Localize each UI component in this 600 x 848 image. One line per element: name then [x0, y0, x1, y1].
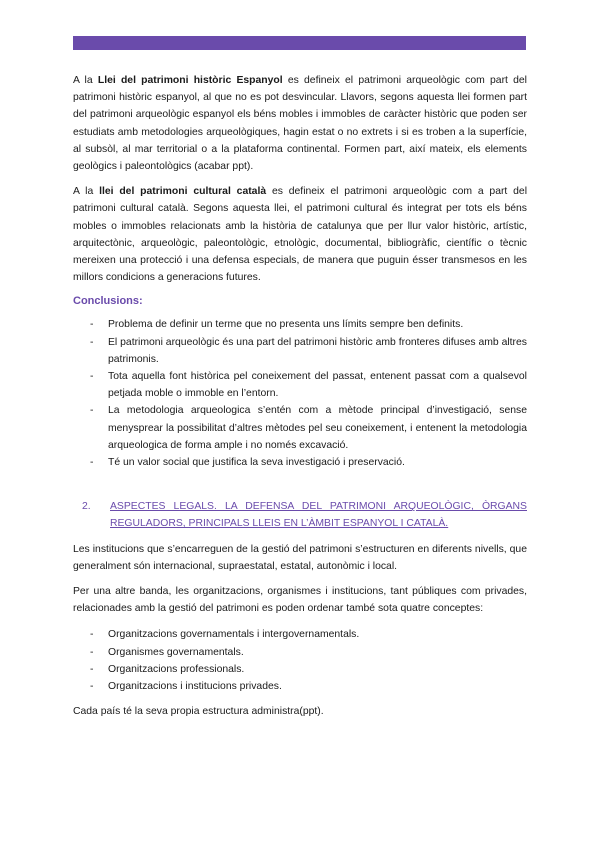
list-item-text: Organitzacions i institucions privades. — [108, 681, 282, 693]
para2-prefix: A la — [73, 186, 100, 198]
paragraph-institucions: Les institucions que s’encarreguen de la gestió del patrimoni s’estructuren en diferents nivells, que generalment són internacional, supraestatal, estatal, autonòmic i local. — [73, 543, 527, 572]
section-number: 2. — [82, 501, 91, 513]
para2-rest: es defineix el patrimoni arqueològic com a part del patrimoni cultural català. Segons aquesta llei, el patrimoni cultural és integrat per tots els béns mobles o immobles relacionats amb la història de catalunya que per llur valor històric, artístic, arquitectònic, arqueològic, paleontològic, etnològic, documental, bibliogràfic, científic o tècnic mereixen una protecció i una defensa especials, de manera que puguin ésser transmesos en les millors condicions a generacions futures. — [73, 186, 528, 284]
para1-bold-law: Llei del patrimoni històric Espanyol — [97, 75, 283, 86]
para1-prefix: A la — [73, 75, 98, 86]
list-item — [73, 626, 527, 643]
list-item-text: Organitzacions governamentals i intergovernamentals. — [108, 629, 360, 641]
list-item-text: Organitzacions professionals. — [108, 663, 245, 675]
dash-bullet: - — [90, 457, 94, 469]
paragraph-organitzacions: Per una altre banda, les organitzacions, organismes i institucions, tant públiques com privades, relacionades amb la gestió del patrimoni es poden ordenar també sota quatre conceptes: — [73, 586, 527, 615]
header-bar — [73, 36, 526, 50]
paragraph-llei-espanyol — [73, 72, 527, 175]
dash-bullet: - — [90, 405, 94, 417]
list-item — [73, 454, 527, 471]
conclusions-list — [73, 316, 527, 471]
list-item-text: Té un valor social que justifica la seva investigació i preservació. — [108, 457, 405, 469]
dash-bullet: - — [90, 646, 94, 658]
list-item-text: Tota aquella font històrica pel coneixement del passat, entenent passat com a qualsevol petjada moble o immoble en l’entorn. — [108, 371, 527, 400]
document-body — [73, 72, 527, 721]
para2-bold-law: llei del patrimoni cultural català — [99, 186, 267, 198]
organizations-list — [73, 626, 527, 695]
list-item-text: El patrimoni arqueològic és una part del patrimoni històric amb fronteres difuses amb altres patrimonis. — [108, 336, 527, 365]
paragraph-estructura: Cada país té la seva propia estructura administra(ppt). — [73, 706, 324, 718]
list-item-text: Organismes governamentals. — [108, 646, 244, 658]
section-2-heading — [73, 498, 527, 532]
list-item — [73, 644, 527, 661]
list-item-text: La metodologia arqueologica s’entén com a mètode principal d’investigació, sense menysprear la possibilitat d’altres mètodes pel seu coneixement, i entenent la metodologia arqueologica de forma ample i no només excavació. — [108, 405, 527, 451]
list-item — [73, 678, 527, 695]
dash-bullet: - — [90, 336, 94, 348]
list-item — [73, 402, 527, 454]
paragraph-llei-catala — [73, 183, 527, 286]
list-item — [73, 661, 527, 678]
dash-bullet: - — [90, 629, 94, 641]
list-item — [73, 316, 527, 333]
list-item-text: Problema de definir un terme que no presenta uns límits sempre ben definits. — [108, 319, 464, 331]
dash-bullet: - — [90, 319, 94, 331]
dash-bullet: - — [90, 371, 94, 383]
list-item — [73, 368, 527, 402]
para1-rest: es defineix el patrimoni arqueològic com part del patrimoni històric espanyol, al que no es pot desvincular. Llavors, segons aquesta llei formen part del patrimoni arqueològic espanyol els béns mobles i immobles de caràcter històric que poden ser estudiats amb metodologies arqueològiques, hagin estat o no extrets i si es troben a la superfície, al subsòl, al mar territorial o a la plataforma continental. Formen part, així mateix, els elements geològics i paleontològics (acabar ppt). — [73, 75, 527, 173]
list-item — [73, 334, 527, 368]
dash-bullet: - — [90, 663, 94, 675]
section-title: ASPECTES LEGALS. LA DEFENSA DEL PATRIMONI ARQUEOLÒGIC, ÒRGANS REGULADORS, PRINCIPALS LLEIS EN L’ÀMBIT ESPANYOL I CATALÀ. — [110, 501, 527, 530]
conclusions-heading: Conclusions: — [73, 295, 143, 308]
dash-bullet: - — [90, 681, 94, 693]
